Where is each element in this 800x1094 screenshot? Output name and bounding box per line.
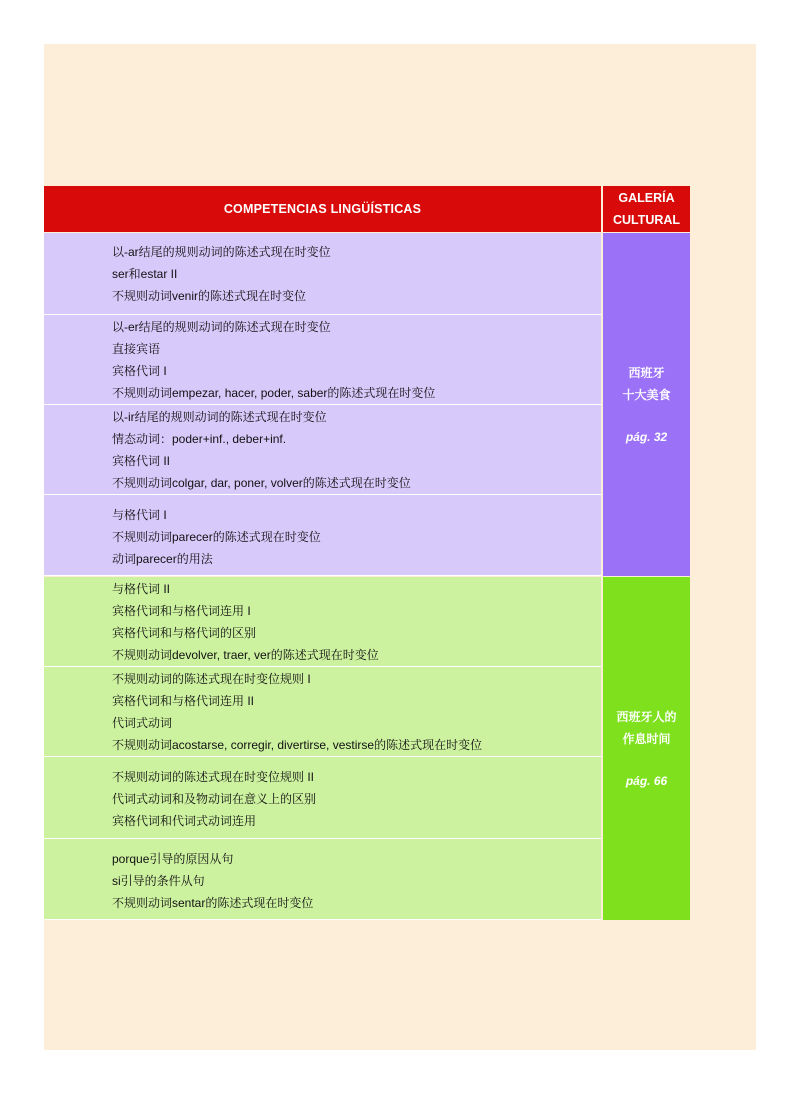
section-1 <box>44 233 690 576</box>
lesson-cell <box>44 405 601 495</box>
lesson-topic: 宾格代词和与格代词连用 II <box>112 694 255 708</box>
lesson-topic: 宾格代词和代词式动词连用 <box>112 814 257 828</box>
lesson-cell <box>44 315 601 405</box>
lesson-cell <box>44 495 601 576</box>
lesson-topic: 不规则动词empezar, hacer, poder, saber的陈述式现在时变位 <box>112 386 436 400</box>
lesson-topic: si引导的条件从句 <box>112 874 205 888</box>
table-body <box>44 233 690 920</box>
section-2 <box>44 577 690 920</box>
lesson-cell <box>44 667 601 757</box>
lesson-topic: ser和estar II <box>112 267 178 281</box>
lesson-topic: 动词parecer的用法 <box>112 552 213 566</box>
lesson-topic: 以-er结尾的规则动词的陈述式现在时变位 <box>112 320 331 334</box>
lesson-topic: 不规则动词parecer的陈述式现在时变位 <box>112 530 321 544</box>
lesson-topic: 不规则动词venir的陈述式现在时变位 <box>112 289 307 303</box>
galeria-cultural-cell <box>603 233 690 576</box>
lesson-topic: 代词式动词和及物动词在意义上的区别 <box>112 792 317 806</box>
lesson-topic: 与格代词 I <box>112 508 167 522</box>
header-galeria-cultural <box>603 186 690 232</box>
lesson-topic: 宾格代词 I <box>112 364 167 378</box>
lesson-topic: 不规则动词sentar的陈述式现在时变位 <box>112 896 314 910</box>
galeria-title-line1: 西班牙 <box>628 365 665 380</box>
header-galeria-line1: GALERÍA <box>618 191 675 205</box>
lesson-cell <box>44 757 601 839</box>
lesson-cell <box>44 839 601 920</box>
lesson-topic: 以-ir结尾的规则动词的陈述式现在时变位 <box>112 410 327 424</box>
lesson-topic: 与格代词 II <box>112 582 171 596</box>
lesson-topic: porque引导的原因从句 <box>112 852 234 866</box>
galeria-page-ref: pág. 32 <box>625 429 668 444</box>
lesson-topic: 直接宾语 <box>112 342 161 356</box>
lesson-topic: 不规则动词的陈述式现在时变位规则 I <box>112 672 311 686</box>
galeria-title-line2: 作息时间 <box>622 731 671 746</box>
section-cells <box>44 233 601 576</box>
table-header <box>44 186 690 232</box>
lesson-topic: 代词式动词 <box>112 716 173 730</box>
lesson-cell <box>44 577 601 667</box>
galeria-page-ref: pág. 66 <box>625 773 668 788</box>
galeria-cultural-cell <box>603 577 690 920</box>
lesson-topic: 情态动词：poder+inf., deber+inf. <box>112 432 287 446</box>
header-competencias: COMPETENCIAS LINGÜÍSTICAS <box>44 186 601 232</box>
galeria-title-line2: 十大美食 <box>622 387 671 402</box>
lesson-topic: 不规则动词acostarse, corregir, divertirse, vestirse的陈述式现在时变位 <box>112 738 483 752</box>
lesson-topic: 宾格代词 II <box>112 454 171 468</box>
lesson-topic: 不规则动词colgar, dar, poner, volver的陈述式现在时变位 <box>112 476 411 490</box>
galeria-title-line1: 西班牙人的 <box>616 709 677 724</box>
lesson-topic: 不规则动词devolver, traer, ver的陈述式现在时变位 <box>112 648 379 662</box>
header-galeria-line2: CULTURAL <box>612 213 681 227</box>
contents-table <box>44 186 690 920</box>
lesson-topic: 不规则动词的陈述式现在时变位规则 II <box>112 770 315 784</box>
lesson-topic: 以-ar结尾的规则动词的陈述式现在时变位 <box>112 245 331 259</box>
lesson-topic: 宾格代词和与格代词连用 I <box>112 604 251 618</box>
lesson-cell <box>44 233 601 315</box>
lesson-topic: 宾格代词和与格代词的区别 <box>112 626 257 640</box>
section-cells <box>44 577 601 920</box>
